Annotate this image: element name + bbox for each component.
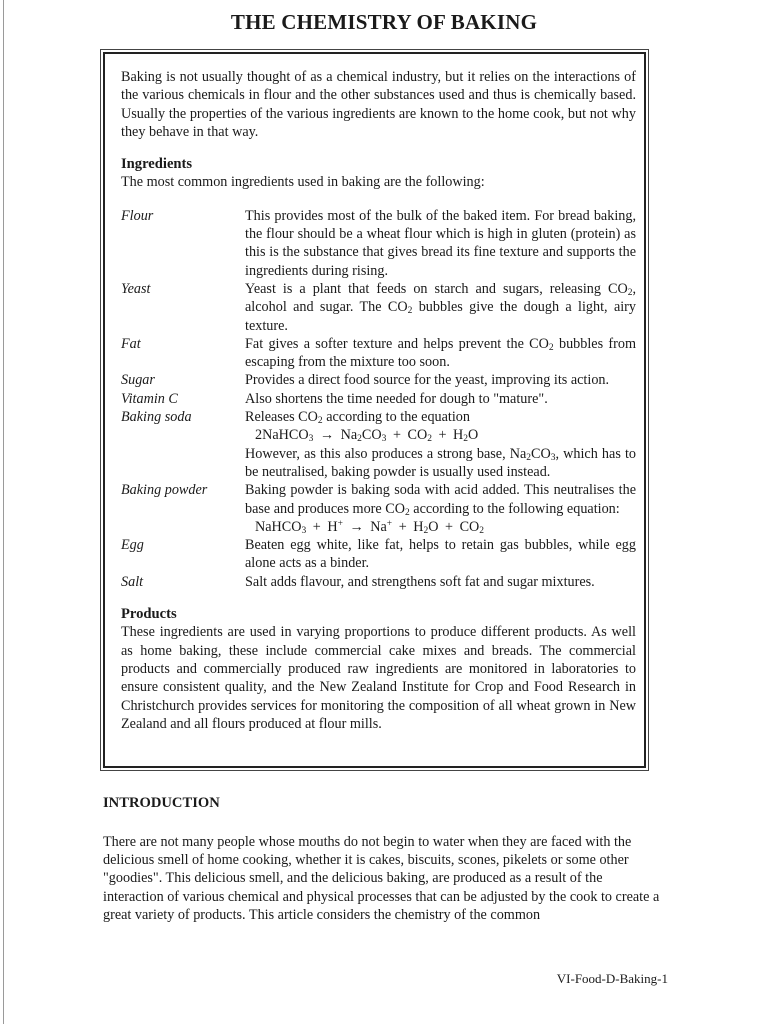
ingredient-desc: Fat gives a softer texture and helps prevent the $CO_2$ bubbles from escaping from the mixture too soon.	[245, 335, 636, 371]
ingredient-desc: Beaten egg white, like fat, helps to retain gas bubbles, while egg alone acts as a binder.	[245, 537, 636, 572]
ingredient-row-baking-powder	[121, 481, 636, 536]
ingredient-term: Vitamin C	[121, 390, 178, 407]
ingredient-term: Fat	[121, 335, 141, 352]
ingredient-row-flour	[121, 207, 636, 280]
box-intro-paragraph: Baking is not usually thought of as a chemical industry, but it relies on the interactions of the various chemicals in flour and the other substances used and thus is chemically based. Usually the properties of the various ingredients are known to the home cook, but not why they behave in that way.	[121, 69, 636, 140]
ingredient-desc: Releases $CO_2$ according to the equation 2NaHCO$_3$ → $Na_2CO_3 + CO_2 + H_2O$ However, as this also produces a strong base, $Na_2CO_3$, which has to be neutralised, baking powder is usually used instead.	[245, 409, 636, 480]
ingredient-term: Baking powder	[121, 482, 208, 499]
page-title: THE CHEMISTRY OF BAKING	[230, 10, 538, 34]
ingredient-term: Sugar	[121, 372, 155, 389]
products-section	[121, 605, 636, 733]
ingredient-row-sugar	[121, 371, 636, 389]
ingredient-term: Flour	[121, 207, 154, 224]
introduction-paragraph: There are not many people whose mouths do not begin to water when they are faced with the delicious smell of home cooking, whether it is cakes, biscuits, scones, pikelets or some other "goodies". This delicious smell, and the delicious baking, are produced as a result of the interaction of various chemical and physical processes that can be adjusted by the cook to create a great variety of products. This article considers the chemistry of the common	[103, 834, 660, 923]
ingredient-term: Salt	[121, 573, 144, 590]
ingredient-term: Yeast	[121, 280, 151, 297]
summary-box	[103, 52, 646, 768]
products-paragraph: These ingredients are used in varying proportions to produce different products. As well as home baking, these include commercial cake mixes and breads. The commercial products and commercially produced raw ingredients are monitored in laboratories to ensure consistent quality, and the New Zealand Institute for Crop and Food Research in Christchurch provides services for monitoring the composition of all wheat grown in New Zealand and all flours produced at flour mills.	[121, 624, 636, 732]
ingredient-desc: Salt adds flavour, and strengthens soft fat and sugar mixtures.	[245, 573, 595, 590]
ingredient-desc: This provides most of the bulk of the baked item. For bread baking, the flour should be a wheat flour which is high in gluten (protein) as this is the substance that gives bread its fine texture and supports the ingredients during rising.	[245, 207, 636, 279]
ingredient-row-yeast	[121, 280, 636, 335]
page-edge-line	[3, 0, 4, 1024]
ingredient-desc: Provides a direct food source for the yeast, improving its action.	[245, 372, 610, 389]
ingredient-desc: Baking powder is baking soda with acid added. This neutralises the base and produces more $CO_2$ according to the following equation: NaHCO$_3$ + $H^+ \to Na^+ + H_2O + CO_2$	[245, 482, 636, 536]
ingredient-row-egg	[121, 536, 636, 573]
ingredient-desc: Also shortens the time needed for dough to "mature".	[245, 390, 548, 407]
ingredient-term: Egg	[121, 537, 144, 554]
ingredient-term: Baking soda	[121, 409, 192, 426]
ingredient-desc: Yeast is a plant that feeds on starch and sugars, releasing $CO_2$, alcohol and sugar. The $CO_2$ bubbles give the dough a light, airy texture.	[245, 280, 637, 334]
ingredients-intro: The most common ingredients used in baking are the following:	[121, 174, 485, 191]
page-footer: VI-Food-D-Baking-1	[556, 971, 668, 986]
ingredients-section	[121, 155, 636, 591]
introduction-heading: INTRODUCTION	[103, 795, 220, 811]
ingredients-heading: Ingredients	[121, 156, 193, 173]
products-heading: Products	[121, 606, 177, 623]
chemical-equation: NaHCO$_3$ + $H^+ \to Na^+ + H_2O + CO_2$	[255, 518, 485, 536]
chemical-equation: 2NaHCO$_3$ → $Na_2CO_3 + CO_2 + H_2O$	[255, 427, 479, 445]
ingredient-row-vitamin-c	[121, 390, 636, 408]
ingredient-row-salt	[121, 573, 636, 591]
ingredient-row-baking-soda	[121, 408, 636, 481]
ingredient-row-fat	[121, 335, 636, 372]
